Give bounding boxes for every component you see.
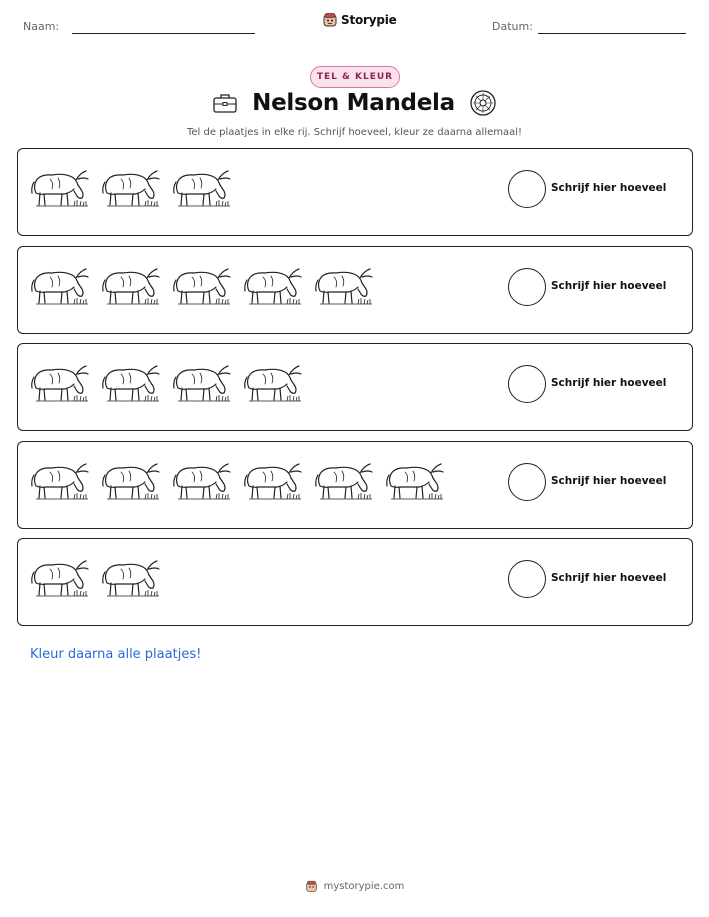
storypie-mascot-icon [305, 880, 318, 893]
instructions: Tel de plaatjes in elke rij. Schrijf hoeveel, kleur ze daarna allemaal! [186, 127, 523, 138]
grazing-cow-icon [314, 263, 376, 309]
animal-group [30, 360, 305, 406]
name-label: Naam: [23, 20, 60, 33]
footer-note: Kleur daarna alle plaatjes! [30, 647, 202, 662]
grazing-cow-icon [30, 458, 92, 504]
answer-circle[interactable] [508, 365, 546, 403]
beaded-ornament-icon [469, 89, 497, 117]
answer-circle[interactable] [508, 170, 546, 208]
answer-label: Schrijf hier hoeveel [551, 182, 667, 194]
grazing-cow-icon [101, 165, 163, 211]
grazing-cow-icon [172, 360, 234, 406]
grazing-cow-icon [243, 458, 305, 504]
answer-circle[interactable] [508, 463, 546, 501]
answer-label: Schrijf hier hoeveel [551, 474, 667, 487]
activity-badge: TEL & KLEUR [310, 66, 400, 88]
answer-label: Schrijf hier hoeveel [551, 572, 667, 584]
answer-label: Schrijf hier hoeveel [551, 377, 667, 389]
counting-row [17, 343, 693, 431]
animal-group [30, 263, 376, 309]
name-line[interactable] [72, 33, 255, 34]
answer-label: Schrijf hier hoeveel [551, 279, 667, 292]
grazing-cow-icon [101, 458, 163, 504]
grazing-cow-icon [101, 263, 163, 309]
animal-group [30, 458, 447, 504]
animal-group [30, 165, 234, 211]
grazing-cow-icon [30, 555, 92, 601]
site-footer [0, 880, 709, 893]
grazing-cow-icon [172, 263, 234, 309]
site-url: mystorypie.com [323, 881, 405, 892]
date-line[interactable] [538, 33, 686, 34]
counting-row [17, 441, 693, 529]
counting-row [17, 148, 693, 236]
animal-group [30, 555, 163, 601]
grazing-cow-icon [314, 458, 376, 504]
grazing-cow-icon [243, 263, 305, 309]
grazing-cow-icon [385, 458, 447, 504]
counting-row [17, 246, 693, 334]
grazing-cow-icon [172, 458, 234, 504]
answer-circle[interactable] [508, 268, 546, 306]
date-label: Datum: [492, 20, 533, 33]
grazing-cow-icon [243, 360, 305, 406]
grazing-cow-icon [30, 360, 92, 406]
brand-name: Storypie [341, 13, 397, 27]
grazing-cow-icon [172, 165, 234, 211]
storypie-logo [322, 12, 397, 28]
page-title: Nelson Mandela [252, 90, 455, 116]
answer-circle[interactable] [508, 560, 546, 598]
grazing-cow-icon [101, 360, 163, 406]
counting-row [17, 538, 693, 626]
briefcase-icon [212, 91, 238, 115]
storypie-mascot-icon [322, 12, 338, 28]
grazing-cow-icon [101, 555, 163, 601]
grazing-cow-icon [30, 263, 92, 309]
title-bar [0, 89, 709, 117]
grazing-cow-icon [30, 165, 92, 211]
